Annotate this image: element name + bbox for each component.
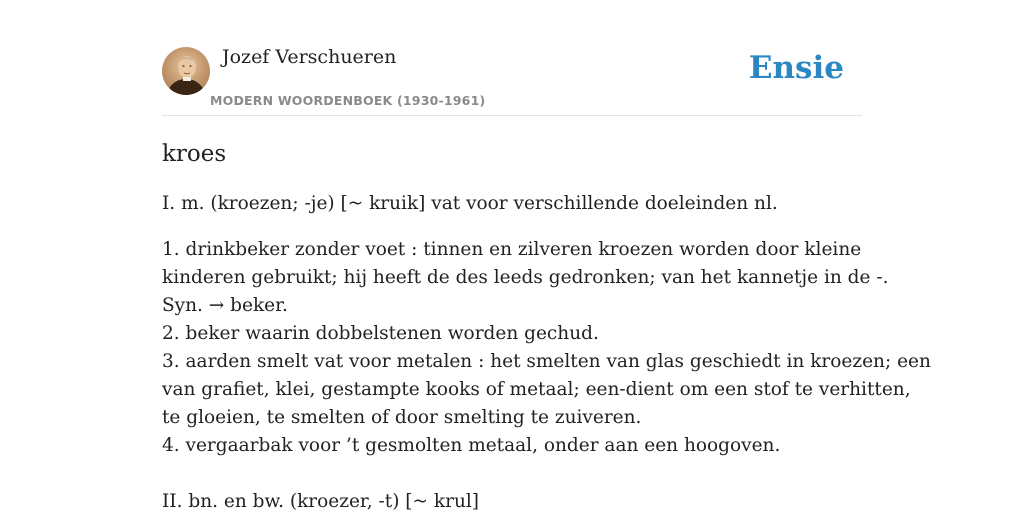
- entry-content: [162, 138, 931, 512]
- source-dictionary-label[interactable]: MODERN WOORDENBOEK (1930-1961): [210, 93, 486, 108]
- definition-line: 1. drinkbeker zonder voet : tinnen en zilveren kroezen worden door kleine: [162, 239, 862, 260]
- definition-line: 3. aarden smelt vat voor metalen : het smelten van glas geschiedt in kroezen; een: [162, 351, 931, 372]
- definition-line: te gloeien, te smelten of door smelting te zuiveren.: [162, 407, 642, 428]
- author-portrait-image: [162, 47, 210, 95]
- definition-line: 4. vergaarbak voor ’t gesmolten metaal, onder aan een hoogoven.: [162, 435, 781, 456]
- ensie-logo[interactable]: Ensie: [748, 50, 844, 86]
- author-avatar[interactable]: [162, 47, 210, 95]
- definition-line: 2. beker waarin dobbelstenen worden gechud.: [162, 323, 599, 344]
- definition-list: [162, 236, 931, 460]
- definition-line: van grafiet, klei, gestampte kooks of metaal; een-dient om een stof te verhitten,: [162, 379, 911, 400]
- definition-line: kinderen gebruikt; hij heeft de des leeds gedronken; van het kannetje in de -.: [162, 267, 889, 288]
- entry-header: [162, 46, 862, 116]
- entry-word: kroes: [162, 141, 227, 167]
- author-name[interactable]: Jozef Verschueren: [222, 46, 397, 68]
- definition-line: Syn. → beker.: [162, 295, 288, 316]
- sense-2-intro: II. bn. en bw. (kroezer, -t) [~ krul]: [162, 491, 479, 512]
- sense-1-intro: I. m. (kroezen; -je) [~ kruik] vat voor verschillende doeleinden nl.: [162, 193, 778, 214]
